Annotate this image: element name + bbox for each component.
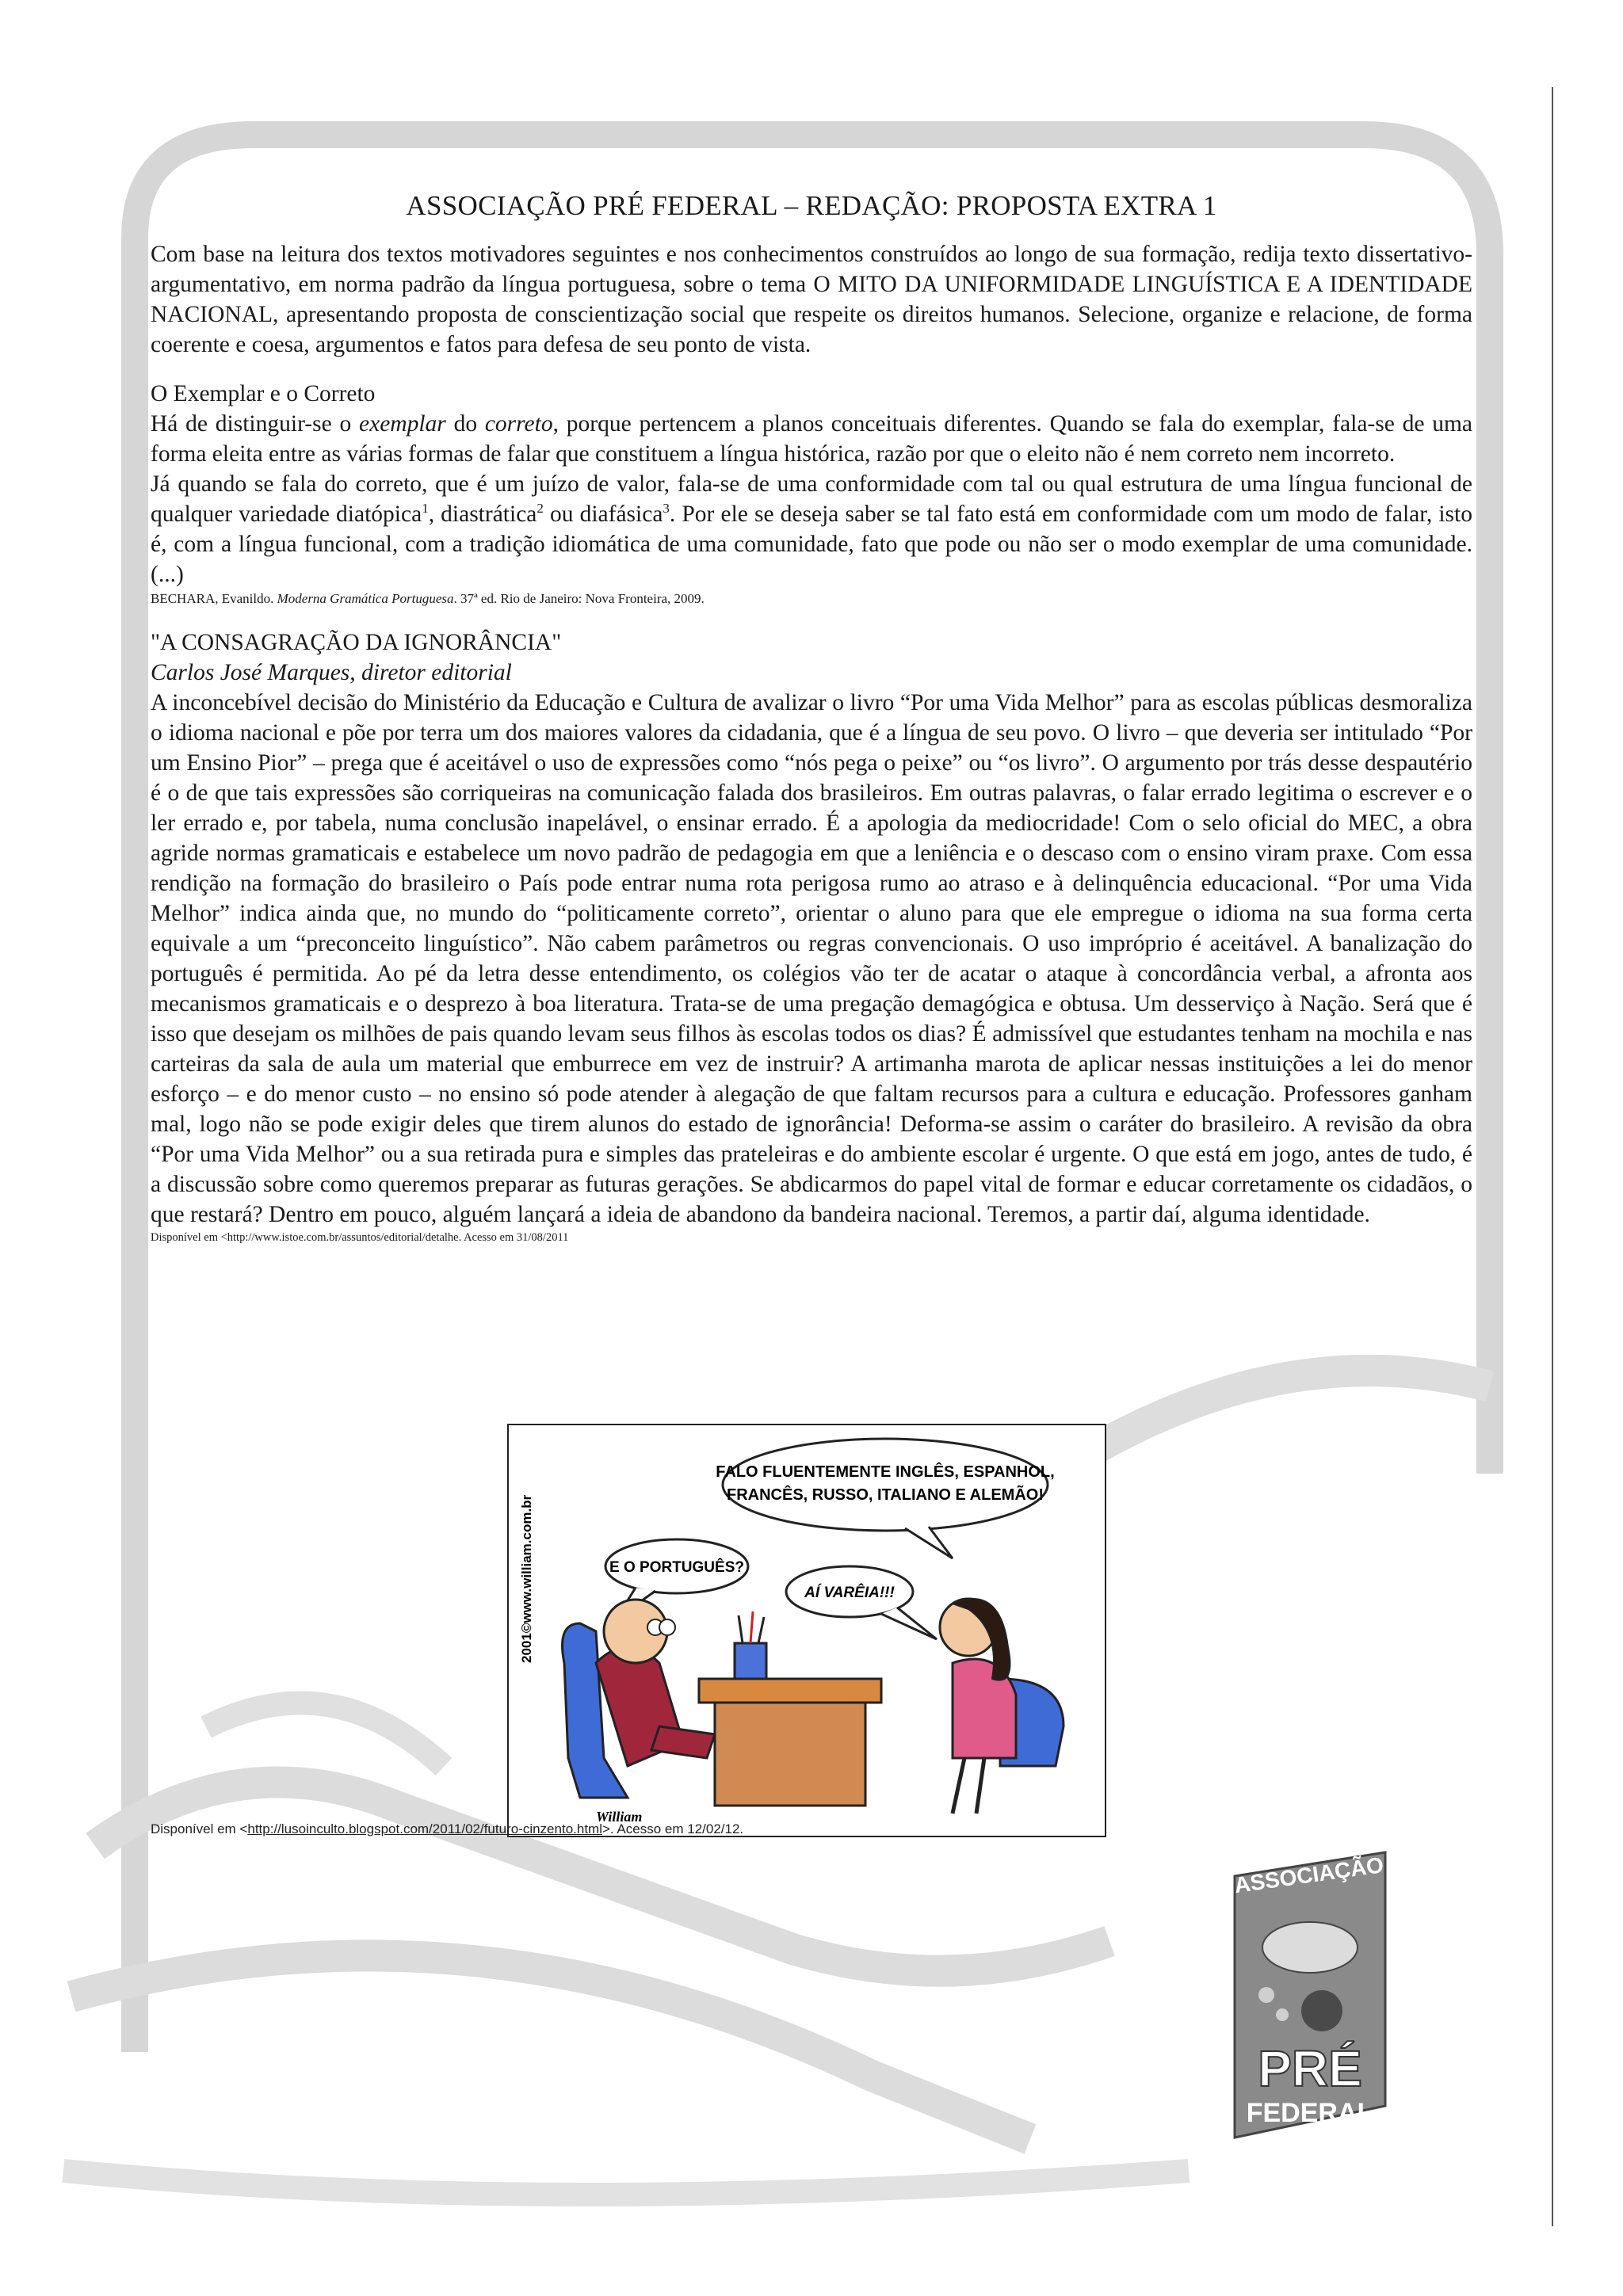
right-margin-line — [1552, 87, 1553, 2226]
bubble-top-line1: FALO FLUENTEMENTE INGLÊS, ESPANHOL, — [716, 1463, 1055, 1481]
document-body — [151, 190, 1472, 1245]
logo-middle-text: PRÉ — [1258, 2040, 1362, 2097]
text2-body: A inconcebível decisão do Ministério da Educação e Cultura de avalizar o livro “Por uma Vida Melhor” para as escolas públicas desmoraliza o idioma nacional e põe por terra um dos maiores valores da cidadania, que é a língua de seu povo. O livro – que deveria ser intitulado “Por um Ensino Pior” – prega que é aceitável o uso de expressões como “nós pega o peixe” ou “os livro”. O argumento por trás desse despautério é o de que tais expressões são corriqueiras na comunicação falada dos brasileiros. Em outras palavras, o falar errado legitima o escrever e o ler errado e, por tabela, numa conclusão inapelável, o ensinar errado. É a apologia da mediocridade! Com o selo oficial do MEC, a obra agride normas gramaticais e estabelece um novo padrão de pedagogia em que a leniência e o descaso com o ensino viram praxe. Com essa rendição na formação do brasileiro o País pode entrar numa rota perigosa rumo ao atraso e à delinquência educacional. “Por uma Vida Melhor” indica ainda que, no mundo do “politicamente correto”, orientar o aluno para que ele empregue o idioma na sua forma certa equivale a um “preconceito linguístico”. Não cabem parâmetros ou regras convencionais. O uso impróprio é aceitável. A banalização do português é permitida. Ao pé da letra desse entendimento, os colégios vão ter de acatar o ataque à concordância verbal, a afronta aos mecanismos gramaticais e o desprezo à boa literatura. Trata-se de uma pregação demagógica e obtusa. Um desserviço à Nação. Será que é isso que desejam os milhões de pais quando levam seus filhos às escolas todos os dias? É admissível que estudantes tenham na mochila e nas carteiras da sala de aula um material que emburrece em vez de instruir? A artimanha marota de aplicar nessas instituições a lei do menor esforço – e do menor custo – no ensino só pode atender à alegação de que faltam recursos para a cultura e educação. Professores ganham mal, logo não se pode exigir deles que tirem alunos do estado de ignorância! Deforma-se assim o caráter do brasileiro. A revisão da obra “Por uma Vida Melhor” ou a sua retirada pura e simples das prateleiras e do ambiente escolar é urgente. O que está em jogo, antes de tudo, é a discussão sobre como queremos preparar as futuras gerações. Se abdicarmos do papel vital de formar e educar corretamente os cidadãos, o que restará? Dentro em pouco, alguém lançará a ideia de abandono da bandeira nacional. Teremos, a partir daí, alguma identidade. — [151, 690, 1472, 1227]
cartoon-image — [507, 1424, 1106, 1837]
text1-paragraph-1: Há de distinguir-se o exemplar do correto, porque pertencem a planos conceituais diferentes. Quando se fala do exemplar, fala-se de uma forma eleita entre as várias formas de falar que constituem a língua histórica, razão por que o eleito não é nem correto nem incorreto. — [151, 411, 1472, 467]
proposal-intro: Com base na leitura dos textos motivadores seguintes e nos conhecimentos construídos ao longo de sua formação, redija texto dissertativo-argumentativo, em norma padrão da língua portuguesa, sobre o tema O MITO DA UNIFORMIDADE LINGUÍSTICA E A IDENTIDADE NACIONAL, apresentando proposta de conscientização social que respeite os direitos humanos. Selecione, organize e relacione, de forma coerente e coesa, argumentos e fatos para defesa de seu ponto de vista. — [151, 242, 1472, 357]
text2-author: Carlos José Marques, diretor editorial — [151, 660, 512, 685]
bubble-left: E O PORTUGUÊS? — [609, 1559, 744, 1576]
pre-federal-logo — [1227, 1836, 1393, 2145]
logo-top-text: ASSOCIAÇÃO — [1232, 1852, 1385, 1898]
cartoon-credit-link[interactable]: http://lusoinculto.blogspot.com/2011/02/futuro-cinzento.html — [247, 1821, 602, 1836]
text2-heading: "A CONSAGRAÇÃO DA IGNORÂNCIA" — [151, 630, 562, 655]
text2-source: Disponível em <http://www.istoe.com.br/assuntos/editorial/detalhe. Acesso em 31/08/2011 — [151, 1231, 569, 1244]
bubble-top-line2: FRANCÊS, RUSSO, ITALIANO E ALEMÃO! — [727, 1486, 1044, 1504]
cartoon-credit: Disponível em <http://lusoinculto.blogspot.com/2011/02/futuro-cinzento.html>. Acesso em 12/02/12. — [151, 1821, 744, 1836]
bubble-right: AÍ VARÊIA!!! — [804, 1585, 895, 1601]
cartoon-signature: William — [596, 1809, 643, 1825]
text1-heading: O Exemplar e o Correto — [151, 381, 376, 406]
text1-paragraph-2: Já quando se fala do correto, que é um juízo de valor, fala-se de uma conformidade com tal ou qual estrutura de uma língua funcional de qualquer variedade diatópica$^1$, diastrática$^2$ ou diafásica$^3$. Por ele se deseja saber se tal fato está em conformidade com um modo de falar, isto é, com a língua funcional, com a tradição idiomática de uma comunidade, fato que pode ou não ser o modo exemplar de uma comunidade. (...) — [151, 471, 1472, 587]
text1-reference: BECHARA, Evanildo. Moderna Gramática Portuguesa. 37ª ed. Rio de Janeiro: Nova Fronteira, 2009. — [151, 591, 705, 606]
page-title: ASSOCIAÇÃO PRÉ FEDERAL – REDAÇÃO: PROPOSTA EXTRA 1 — [406, 190, 1217, 221]
cartoon-copyright: 2001©www.william.com.br — [519, 1494, 534, 1663]
logo-bottom-text: FEDERAL — [1246, 2098, 1374, 2128]
